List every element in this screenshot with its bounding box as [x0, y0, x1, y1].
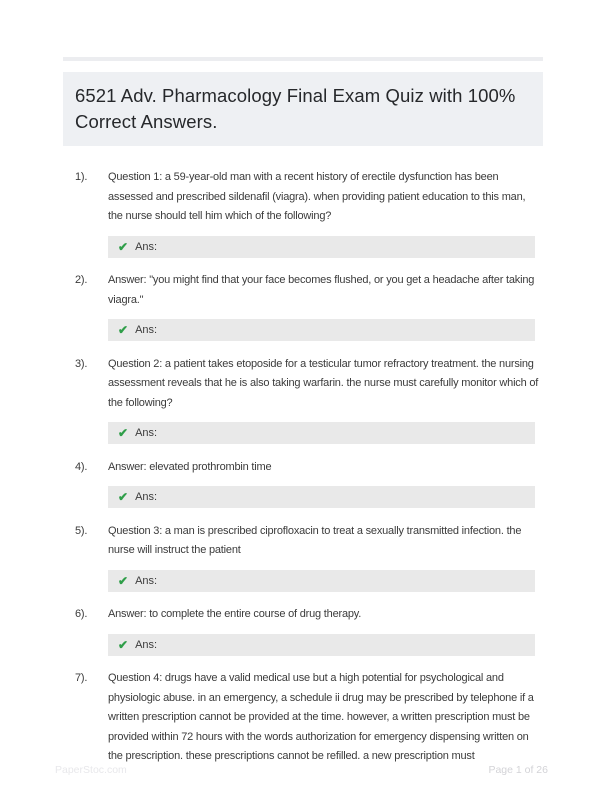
answer-bar	[108, 319, 535, 341]
qa-item	[63, 168, 543, 258]
check-icon: ✔	[118, 637, 129, 652]
page-number: Page 1 of 26	[488, 764, 548, 776]
answer-label: Ans:	[135, 638, 158, 651]
answer-bar	[108, 236, 535, 258]
item-body	[108, 458, 543, 509]
qa-item	[63, 458, 543, 509]
question-list	[63, 168, 543, 780]
item-body	[108, 355, 543, 445]
check-icon: ✔	[118, 426, 129, 440]
answer-bar	[108, 634, 535, 656]
page-footer	[0, 763, 606, 779]
item-number: 5).	[75, 524, 88, 537]
item-body	[108, 522, 543, 592]
qa-item	[63, 605, 543, 656]
answer-text: Answer: to complete the entire course of drug therapy.	[108, 608, 362, 620]
item-number: 1).	[75, 171, 88, 183]
answer-bar	[108, 422, 535, 444]
header-divider	[63, 57, 543, 61]
answer-bar	[108, 486, 535, 508]
question-text: Question 4: drugs have a valid medical use but a high potential for psychological and physiologic abuse. in an emergency, a schedule ii drug may be prescribed by telephone if a written prescription cannot be provided at the time. however, a written prescription must be provided within 72 hours with the words authorization for emergency dispensing written on the prescription. these prescriptions cannot be refilled. a new prescription must	[108, 672, 534, 762]
item-body	[108, 605, 543, 656]
item-body	[108, 669, 543, 767]
qa-item	[63, 355, 543, 445]
check-icon: ✔	[118, 490, 129, 504]
answer-bar	[108, 570, 535, 592]
question-text: Question 1: a 59-year-old man with a recent history of erectile dysfunction has been assessed and prescribed sildenafil (viagra). when providing patient education to this man, the nurse should tell him which of the following?	[108, 171, 526, 222]
qa-item	[63, 522, 543, 592]
question-text: Question 2: a patient takes etoposide for a testicular tumor refractory treatment. the nursing assessment reveals that he is also taking warfarin. the nurse must carefully monitor which of the following?	[108, 357, 539, 409]
item-number: 2).	[75, 274, 88, 286]
answer-label: Ans:	[135, 427, 158, 439]
check-icon: ✔	[118, 573, 129, 588]
answer-label: Ans:	[135, 574, 158, 587]
document-title: 6521 Adv. Pharmacology Final Exam Quiz with 100% Correct Answers.	[75, 85, 516, 132]
answer-text: Answer: elevated prothrombin time	[108, 460, 272, 473]
item-number: 3).	[75, 357, 88, 370]
watermark: PaperStoc.com	[55, 764, 127, 776]
title-banner	[63, 72, 543, 146]
item-body	[108, 168, 543, 258]
item-number: 4).	[75, 460, 88, 473]
answer-label: Ans:	[135, 240, 158, 253]
answer-label: Ans:	[135, 324, 158, 336]
item-number: 6).	[75, 608, 88, 620]
check-icon: ✔	[118, 239, 129, 254]
answer-label: Ans:	[135, 491, 158, 503]
check-icon: ✔	[118, 323, 129, 337]
qa-item	[63, 669, 543, 767]
item-body	[108, 271, 543, 341]
answer-text: Answer: "you might find that your face becomes flushed, or you get a headache after taking viagra."	[108, 274, 535, 306]
question-text: Question 3: a man is prescribed ciprofloxacin to treat a sexually transmitted infection. the nurse will instruct the patient	[108, 524, 522, 556]
qa-item	[63, 271, 543, 341]
item-number: 7).	[75, 672, 88, 684]
